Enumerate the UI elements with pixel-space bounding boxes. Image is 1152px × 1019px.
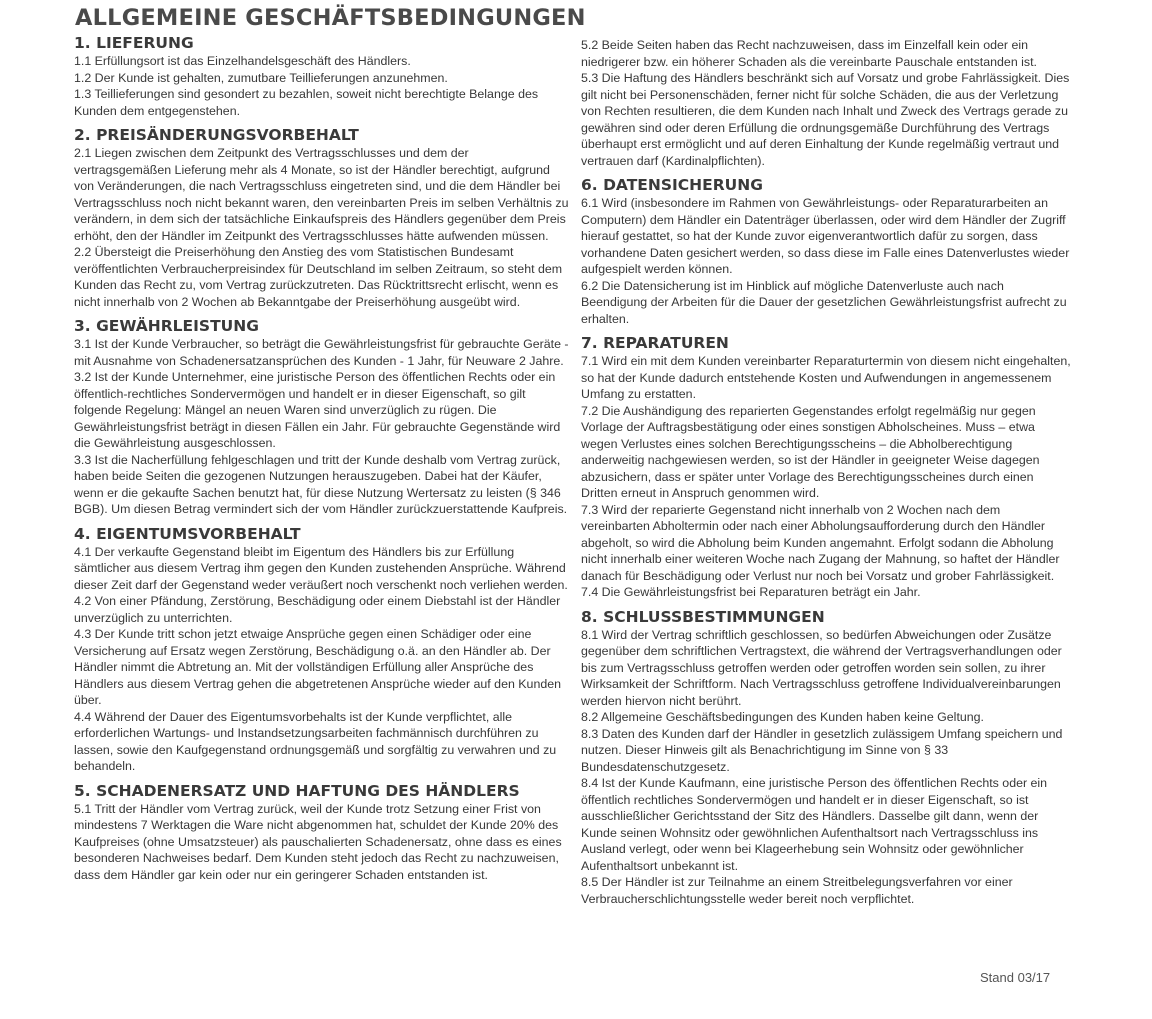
page-title: ALLGEMEINE GESCHÄFTSBEDINGUNGEN [75,5,586,31]
terms-section [74,317,569,518]
clause-paragraph: 5.1 Tritt der Händler vom Vertrag zurück, weil der Kunde trotz Setzung einer Frist von mindestens 7 Werktagen die Ware nicht abgenommen hat, schuldet der Kunde 20% des Kaufpreises (ohne Umsatzsteuer) als pauschalierten Schadenersatz, ohne dass es eines besonderen Nachweises bedarf. Dem Kunden steht jedoch das Recht zu nachzuweisen, dass dem Händler gar kein oder nur ein geringerer Schaden entstanden ist. [74,801,562,882]
document-version-footer: Stand 03/17 [980,970,1051,985]
terms-section [74,525,569,775]
section-heading: 7. REPARATUREN [581,334,729,352]
clause-paragraph: 8.1 Wird der Vertrag schriftlich geschlossen, so bedürfen Abweichungen oder Zusätze gegenüber dem schriftlichen Vertragstext, die während der Vertragsverhandlungen oder bis zum Vertragsschluss getroffen werden oder getroffen worden sein sollen, zu ihrer Wirksamkeit der Schriftform. Nach Vertragsschluss getroffene Individualvereinbarungen werden hiervon nicht berührt. [581,627,1062,708]
section-heading: 2. PREISÄNDERUNGSVORBEHALT [74,126,359,144]
clause-paragraph: 8.4 Ist der Kunde Kaufmann, eine juristische Person des öffentlichen Rechts oder ein öffentlich rechtliches Sondervermögen und handelt er in dieser Eigenschaft, so ist ausschließlicher Gerichtsstand der Sitz des Händlers. Dasselbe gilt dann, wenn der Kunde seinen Wohnsitz oder gewöhnlichen Aufenthaltsort nach Vertragsschluss ins Ausland verlegt, oder wenn bei Klageerhebung sein Wohnsitz oder gewöhnlicher Aufenthaltsort unbekannt ist. [581,776,1048,873]
clause-paragraph: 8.3 Daten des Kunden darf der Händler in gesetzlich zulässigem Umfang speichern und nutzen. Dieser Hinweis gilt als Benachrichtigung im Sinne von § 33 Bundesdatenschutzgesetz. [581,726,1063,774]
section-heading: 6. DATENSICHERUNG [581,176,763,194]
section-heading: 3. GEWÄHRLEISTUNG [74,317,259,335]
clause-paragraph: 8.2 Allgemeine Geschäftsbedingungen des Kunden haben keine Geltung. [581,710,984,724]
terms-section [581,176,1071,327]
clause-paragraph: 8.5 Der Händler ist zur Teilnahme an einem Streitbelegungsverfahren vor einer Verbraucherschlichtungsstelle weder bereit noch verpflichtet. [581,875,1013,906]
clause-paragraph: 4.1 Der verkaufte Gegenstand bleibt im Eigentum des Händlers bis zur Erfüllung sämtlicher aus diesem Vertrag ihm gegen den Kunden zustehenden Ansprüche. Während dieser Zeit darf der Gegenstand weder veräußert noch verschenkt noch verliehen werden. [74,544,568,592]
clause-paragraph: 1.3 Teillieferungen sind gesondert zu bezahlen, soweit nicht berechtigte Belange des Kunden dem entgegenstehen. [74,87,539,118]
clause-paragraph: 7.4 Die Gewährleistungsfrist bei Reparaturen beträgt ein Jahr. [581,585,921,599]
clause-paragraph: 6.2 Die Datensicherung ist im Hinblick auf mögliche Datenverluste auch nach Beendigung der Arbeiten für die Dauer der gesetzlichen Gewährleistungsfrist aufrecht zu erhalten. [581,278,1067,326]
clause-paragraph: 6.1 Wird (insbesondere im Rahmen von Gewährleistungs- oder Reparaturarbeiten an Computern) dem Händler ein Datenträger überlassen, oder wird dem Händler der Zugriff hierauf gestattet, so hat der Kunde zuvor eigenverantwortlich dafür zu sorgen, dass vorhandene Daten gesichert werden, so dass diese im Falle eines Datenverlustes wieder aufgespielt werden können. [581,196,1070,276]
terms-section [581,37,1071,169]
clause-paragraph: 2.2 Übersteigt die Preiserhöhung den Anstieg des vom Statistischen Bundesamt veröffentlichten Verbraucherpreisindex für Deutschland im selben Zeitraum, so steht dem Kunden das Recht zu, vom Vertrag zurückzutreten. Das Rücktrittsrecht erlischt, wenn es nicht innerhalb von 2 Wochen ab Bekanntgabe der Preiserhöhung ausgeübt wird. [74,245,563,309]
section-heading: 4. EIGENTUMSVORBEHALT [74,524,301,543]
clause-paragraph: 3.1 Ist der Kunde Verbraucher, so beträgt die Gewährleistungsfrist für gebrauchte Geräte - mit Ausnahme von Schadenersatzansprüchen des Kunden - 1 Jahr, für Neuware 2 Jahre. [74,337,569,368]
clause-paragraph: 4.2 Von einer Pfändung, Zerstörung, Beschädigung oder einem Diebstahl ist der Händler unverzüglich zu unterrichten. [74,594,561,625]
section-heading: 1. LIEFERUNG [74,34,194,52]
clause-paragraph: 1.2 Der Kunde ist gehalten, zumutbare Teillieferungen anzunehmen. [74,70,448,85]
clause-paragraph: 7.1 Wird ein mit dem Kunden vereinbarter Reparaturtermin von diesem nicht eingehalten, so hat der Kunde dadurch entstehende Kosten und Aufwendungen in angemessenem Umfang zu erstatten. [581,354,1071,401]
clause-paragraph: 7.2 Die Aushändigung des reparierten Gegenstandes erfolgt regelmäßig nur gegen Vorlage der Auftragsbestätigung oder eines sonstigen Abholscheines. Muss – etwa wegen Verlustes eines solchen Berechtigungsscheins – die Abholberechtigung anderweitig nachgewiesen werden, so ist der Händler in geeigneter Weise dagegen abzusichern, dass er später unter Vorlage des Berechtigungsscheines durch einen Dritten erneut in Anspruch genommen wird. [581,403,1040,500]
clause-paragraph: 2.1 Liegen zwischen dem Zeitpunkt des Vertragsschlusses und dem der vertragsgemäßen Lieferung mehr als 4 Monate, so ist der Händler berechtigt, aufgrund von Veränderungen, die nach Vertragsschluss eingetreten sind, und die dem Händler bei Vertragsschluss noch nicht bekannt waren, den vereinbarten Preis im selben Verhältnis zu verändern, in dem sich der tatsächliche Einkaufspreis des Händlers gegenüber dem Preis erhöht, den der Händler im Zeitpunkt des Vertragsschlusses hätte aufwenden müssen. [74,146,569,243]
clause-paragraph: 4.3 Der Kunde tritt schon jetzt etwaige Ansprüche gegen einen Schädiger oder eine Versicherung auf Ersatz wegen Zerstörung, Beschädigung o.ä. an den Händler ab. Der Händler nimmt die Abtretung an. Mit der vollständigen Erfüllung aller Ansprüche des Händlers aus diesem Vertrag gehen die abgetretenen Ansprüche wieder auf den Kunden über. [74,627,562,707]
section-heading: 8. SCHLUSSBESTIMMUNGEN [581,607,825,626]
terms-section [581,334,1071,601]
terms-section [74,34,569,119]
clause-paragraph: 4.4 Während der Dauer des Eigentumsvorbehalts ist der Kunde verpflichtet, alle erforderlichen Wartungs- und Instandsetzungsarbeiten fachmännisch durchführen zu lassen, sowie den Kaufgegenstand ordnungsgemäß und sorgfältig zu verwahren und zu behandeln. [74,709,557,773]
terms-section [74,782,569,884]
clause-paragraph: 3.3 Ist die Nacherfüllung fehlgeschlagen und tritt der Kunde deshalb vom Vertrag zurück, haben beide Seiten die gezogenen Nutzungen herauszugeben. Dabei hat der Käufer, wenn er die gekaufte Sachen benutzt hat, für diese Nutzung Wertersatz zu leisten (§ 346 BGB). Um diesen Betrag vermindert sich der vom Händler zurückzuerstattende Kaufpreis. [74,452,568,516]
clause-paragraph: 3.2 Ist der Kunde Unternehmer, eine juristische Person des öffentlichen Rechts oder ein öffentlich-rechtliches Sondervermögen und handelt er in dieser Eigenschaft, so gilt folgende Regelung: Mängel an neuen Waren sind unverzüglich zu rügen. Die Gewährleistungsfrist beträgt in diesen Fällen ein Jahr. Für gebrauchte Gegenstände wird die Gewährleistung ausgeschlossen. [74,370,561,450]
terms-section [581,608,1071,908]
clause-paragraph: 5.2 Beide Seiten haben das Recht nachzuweisen, dass im Einzelfall kein oder ein niedrigerer bzw. ein höherer Schaden als die vereinbarte Pauschale entstanden ist. [581,38,1037,69]
right-column [581,37,1071,914]
section-heading: 5. SCHADENERSATZ UND HAFTUNG DES HÄNDLERS [74,781,520,800]
clause-paragraph: 7.3 Wird der reparierte Gegenstand nicht innerhalb von 2 Wochen nach dem vereinbarten Abholtermin oder nach einer Abholungsaufforderung durch den Händler abgeholt, so wird die Abholung beim Kunden angemahnt. Erfolgt sodann die Abholung nicht innerhalb einer weiteren Woche nach Zugang der Mahnung, so haftet der Händler danach für Beschädigung oder Verlust nur noch bei Vorsatz und grober Fahrlässigkeit. [581,502,1060,583]
left-column [74,34,569,890]
terms-section [74,126,569,310]
clause-paragraph: 1.1 Erfüllungsort ist das Einzelhandelsgeschäft des Händlers. [74,54,411,68]
clause-paragraph: 5.3 Die Haftung des Händlers beschränkt sich auf Vorsatz und grobe Fahrlässigkeit. Dies gilt nicht bei Personenschäden, ferner nicht für solche Schäden, die aus der Verletzung von Rechten resultieren, die dem Kunden nach Inhalt und Zweck des Vertrags gerade zu gewähren sind oder deren Erfüllung die ordnungsgemäße Durchführung des Vertrags überhaupt erst ermöglicht und auf deren Einhaltung der Kunde regelmäßig vertraut und vertrauen darf (Kardinalpflichten). [581,71,1070,168]
